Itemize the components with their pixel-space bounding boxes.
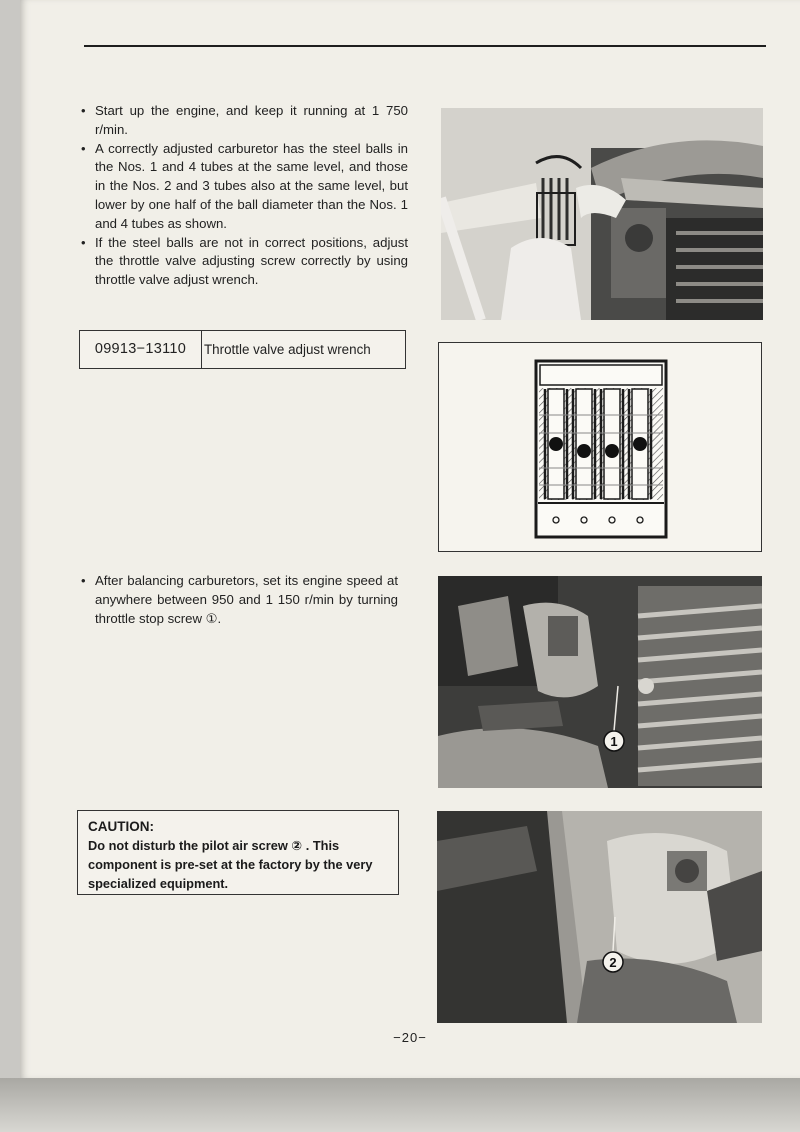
balancer-diagram-frame xyxy=(438,342,762,552)
photo-throttle-stop-screw xyxy=(438,576,762,788)
header-rule xyxy=(84,45,766,47)
caution-box xyxy=(77,810,399,895)
tool-name: Throttle valve adjust wrench xyxy=(204,342,371,357)
photo-pilot-air-screw xyxy=(437,811,762,1023)
callout-2: 2 xyxy=(609,955,617,970)
callout-1: 1 xyxy=(610,734,618,749)
instruction-list-mid xyxy=(80,572,398,628)
photo-balancer-gauge xyxy=(441,108,763,320)
instruction-item: • If the steel balls are not in correct positions, adjust the throttle valve adjusting screw correctly by using throttle valve adjust wrench. xyxy=(80,234,408,290)
page-number: −20− xyxy=(393,1030,427,1045)
caution-text: Do not disturb the pilot air screw ② . This component is pre-set at the factory by the very specialized equipment. xyxy=(88,838,373,891)
caution-title: CAUTION: xyxy=(88,819,154,834)
scan-background xyxy=(0,1078,800,1132)
instruction-list-top xyxy=(80,102,408,290)
tool-part-number: 09913−13110 xyxy=(80,331,202,368)
instruction-item: • After balancing carburetors, set its engine speed at anywhere between 950 and 1 150 r/min by turning throttle stop screw ①. xyxy=(80,572,398,628)
instruction-item: • A correctly adjusted carburetor has the steel balls in the Nos. 1 and 4 tubes at the same level, and those in the Nos. 2 and 3 tubes also at the same level, but lower by one half of the ball diameter than the Nos. 1 and 4 tubes as shown. xyxy=(80,140,408,234)
manual-page xyxy=(20,0,800,1078)
instruction-item: • Start up the engine, and keep it running at 1 750 r/min. xyxy=(80,102,408,140)
special-tool-table xyxy=(79,330,406,369)
balancer-gauge-diagram xyxy=(439,343,761,551)
